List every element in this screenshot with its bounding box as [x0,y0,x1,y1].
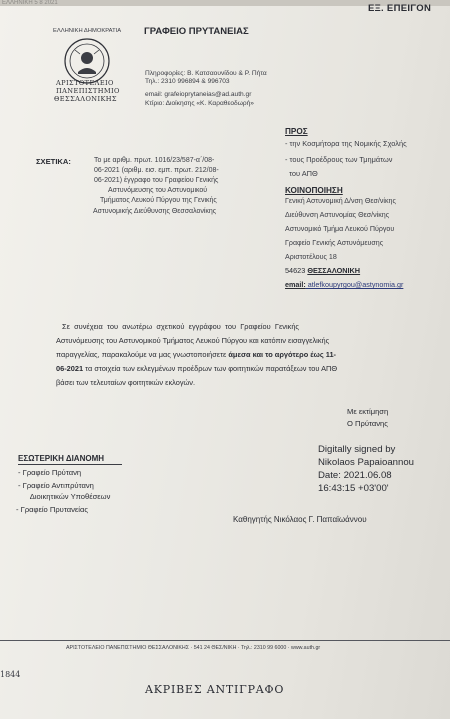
signature-line: Digitally signed by [318,444,396,455]
body-line: Σε συνέχεια του ανωτέρω σχετικού εγγράφου του Γραφείου Γενικής [62,322,299,331]
contact-info: Πληροφορίες: Β. Κατσαουνίδου & Ρ. Πήτα [145,70,267,77]
university-name-line1: ΑΡΙΣΤΟΤΕΛΕΙΟ [56,79,114,87]
cc-city: ΘΕΣΣΑΛΟΝΙΚΗ [307,266,361,275]
body-line: βάσει των τελευταίων φοιτητικών εκλογών. [56,378,196,387]
distribution-item: - Γραφείο Πρύτανη [18,468,82,477]
office-title: ΓΡΑΦΕΙΟ ΠΡΥΤΑΝΕΙΑΣ [144,26,249,37]
body-deadline: άμεσα και το αργότερο έως 11- [228,350,337,359]
top-faint-text: ΕΛΛΗΝΙΚΗ 5 8 2021 [2,0,58,6]
distribution-item: - Γραφείο Αντιπρύτανη [18,481,94,490]
cc-recipient: Διεύθυνση Αστυνομίας Θεσ/νίκης [285,211,390,219]
body-text: τα στοιχεία των εκλεγμένων προέδρων των φοιτητικών παρατάξεων του ΑΠΘ [83,364,338,373]
distribution-label: ΕΣΩΤΕΡΙΚΗ ΔΙΑΝΟΜΗ [18,454,105,463]
subject-line: Αστυνομικής Διεύθυνσης Θεσσαλονίκης [93,208,217,215]
cc-postcode: 54623 [285,266,308,275]
footer-rule [0,640,450,641]
distribution-item: - Γραφείο Πρυτανείας [16,505,89,514]
contact-phone: Τηλ.: 2310 996894 & 996703 [145,78,230,85]
to-label: ΠΡΟΣ [285,127,308,136]
body-line: Αστυνόμευσης του Αστυνομικού Τμήματος Λευκού Πύργου και κατόπιν εισαγγελικής [56,336,330,345]
cc-recipient: Αριστοτέλους 18 [285,253,337,261]
signature-line: Date: 2021.06.08 [318,470,392,481]
cc-email-link[interactable]: atlefkoupyrgou@astynomia.gr [305,280,404,289]
to-recipient: - την Κοσμήτορα της Νομικής Σχολής [285,139,407,148]
margin-number: 1844 [0,670,21,679]
distribution-underline [18,464,122,465]
cc-postal [285,266,360,275]
cc-recipient: Αστυνομικό Τμήμα Λευκού Πύργου [285,225,395,233]
cc-email-label: email: [285,280,306,289]
university-name-line3: ΘΕΣΣΑΛΟΝΙΚΗΣ [54,95,117,103]
contact-email: email: grafeioprytaneias@ad.auth.gr [145,91,252,98]
body-line [56,350,336,359]
subject-line: Τμήματος Λευκού Πύργου της Γενικής [100,197,217,204]
classification-label: ΕΞ. ΕΠΕΙΓΟΝ [368,3,432,14]
signatory-name: Καθηγητής Νικόλαος Γ. Παπαϊωάννου [233,515,367,524]
cc-label: ΚΟΙΝΟΠΟΙΗΣΗ [285,186,343,195]
republic-label: ΕΛΛΗΝΙΚΗ ΔΗΜΟΚΡΑΤΙΑ [53,28,122,34]
cc-recipient: Γενική Αστυνομική Δ/νση Θεσ/νίκης [285,197,396,205]
cc-recipient: Γραφείο Γενικής Αστυνόμευσης [285,239,384,247]
body-line [56,364,337,373]
closing-regards: Με εκτίμηση [347,407,389,416]
subject-line: Το με αριθμ. πρωτ. 1016/23/587-α΄/08- [94,157,215,164]
subject-label: ΣΧΕΤΙΚΑ: [36,157,71,166]
to-recipient: του ΑΠΘ [285,169,318,178]
subject-line: 06-2021) έγγραφο του Γραφείου Γενικής [94,177,219,184]
closing-role: Ο Πρύτανης [347,419,388,428]
to-recipient: - τους Προέδρους των Τμημάτων [285,155,393,164]
university-name-line2: ΠΑΝΕΠΙΣΤΗΜΙΟ [56,87,120,95]
distribution-item: Διοικητικών Υποθέσεων [26,492,111,501]
cc-email-row [285,280,403,289]
body-text: παραγγελίας, παρακαλούμε να μας γνωστοποιήσετε [56,350,229,359]
signature-line: Nikolaos Papaioannou [318,457,415,468]
signature-line: 16:43:15 +03'00' [318,483,389,494]
subject-line: Αστυνόμευσης του Αστυνομικού [108,187,208,194]
certified-copy-stamp: ΑΚΡΙΒΕΣ ΑΝΤΙΓΡΑΦΟ [145,683,285,696]
contact-building: Κτίριο: Διοίκησης «Κ. Καραθεοδωρή» [145,100,254,107]
footer-text: ΑΡΙΣΤΟΤΕΛΕΙΟ ΠΑΝΕΠΙΣΤΗΜΙΟ ΘΕΣΣΑΛΟΝΙΚΗΣ · 541 24 ΘΕΣ/ΝΙΚΗ · Τηλ.: 2310 99 6000 · www.auth.gr [66,645,321,651]
body-deadline-date: 06-2021 [56,364,84,373]
subject-line: 06-2021 (αριθμ. εισ. εμπ. πρωτ. 212/08- [94,167,219,174]
